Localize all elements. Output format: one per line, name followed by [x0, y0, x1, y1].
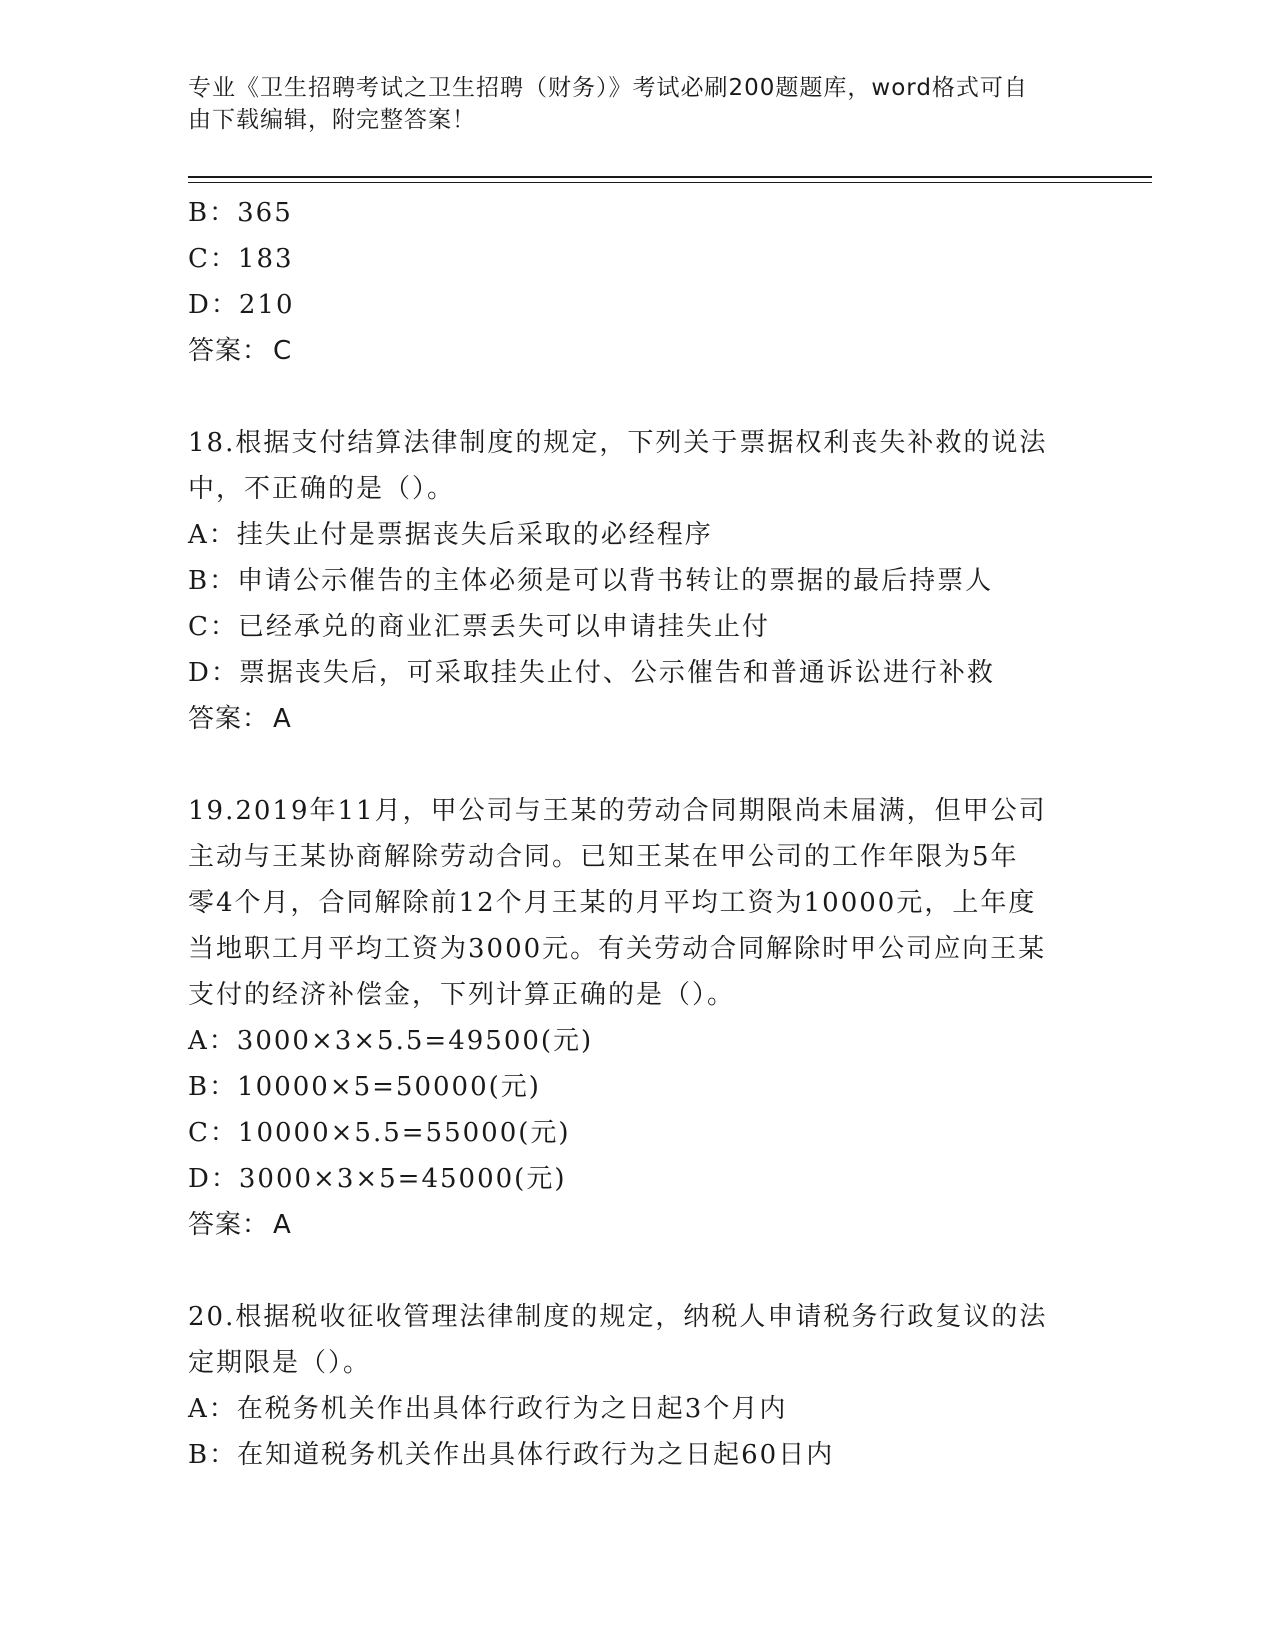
- option-label: B：: [188, 566, 238, 596]
- answer-line: [188, 328, 1088, 374]
- option-text: 挂失止付是票据丧失后采取的必经程序: [236, 520, 713, 550]
- header-rule-thin: [188, 182, 1152, 183]
- option-label: D：: [188, 1164, 239, 1194]
- option-text: 在税务机关作出具体行政行为之日起3个月内: [236, 1394, 788, 1424]
- option-d: [188, 1156, 1088, 1202]
- option-label: A：: [188, 520, 237, 550]
- option-b: [188, 1432, 1088, 1478]
- answer-label: 答案：: [188, 704, 270, 734]
- option-label: B：: [188, 1440, 238, 1470]
- question-17: [188, 190, 1088, 374]
- header-line-2: 由下载编辑，附完整答案！: [188, 107, 476, 133]
- question-20: [188, 1294, 1088, 1478]
- option-text: 申请公示催告的主体必须是可以背书转让的票据的最后持票人: [237, 566, 994, 596]
- option-a: [188, 1386, 1088, 1432]
- answer-label: 答案：: [188, 336, 270, 366]
- document-header: [188, 72, 1068, 136]
- option-a: [188, 512, 1088, 558]
- option-label: D：: [188, 658, 239, 688]
- question-stem-line: 20.根据税收征收管理法律制度的规定，纳税人申请税务行政复议的法: [188, 1302, 1048, 1332]
- option-c: [188, 1110, 1088, 1156]
- option-b: [188, 1064, 1088, 1110]
- option-a: [188, 1018, 1088, 1064]
- answer-value: A: [273, 1210, 292, 1240]
- option-label: B：: [188, 1072, 238, 1102]
- question-stem-line: 定期限是（）。: [188, 1348, 372, 1378]
- option-label: B：: [188, 198, 238, 228]
- option-text: 在知道税务机关作出具体行政行为之日起60日内: [237, 1440, 835, 1470]
- option-d: [188, 282, 1088, 328]
- option-text: 票据丧失后，可采取挂失止付、公示催告和普通诉讼进行补救: [238, 658, 995, 688]
- option-text: 10000×5=50000(元): [237, 1072, 541, 1102]
- option-text: 10000×5.5=55000(元): [237, 1118, 571, 1148]
- question-stem-line: 支付的经济补偿金，下列计算正确的是（）。: [188, 980, 736, 1010]
- spacer: [188, 374, 1088, 420]
- question-stem-line: 19.2019年11月，甲公司与王某的劳动合同期限尚未届满，但甲公司: [188, 796, 1047, 826]
- option-text: 已经承兑的商业汇票丢失可以申请挂失止付: [237, 612, 770, 642]
- option-text: 365: [237, 198, 293, 228]
- question-stem-line: 中，不正确的是（）。: [188, 474, 456, 504]
- header-rule-thick: [188, 176, 1152, 178]
- question-stem-line: 当地职工月平均工资为3000元。有关劳动合同解除时甲公司应向王某: [188, 934, 1047, 964]
- option-b: [188, 558, 1088, 604]
- option-text: 3000×3×5.5=49500(元): [236, 1026, 594, 1056]
- question-stem-line: 18.根据支付结算法律制度的规定，下列关于票据权利丧失补救的说法: [188, 428, 1048, 458]
- option-text: 210: [238, 290, 295, 320]
- option-label: D：: [188, 290, 239, 320]
- spacer: [188, 742, 1088, 788]
- option-label: A：: [188, 1394, 237, 1424]
- answer-value: C: [273, 336, 293, 366]
- option-label: A：: [188, 1026, 237, 1056]
- option-b: [188, 190, 1088, 236]
- option-label: C：: [188, 612, 238, 642]
- answer-line: [188, 696, 1088, 742]
- answer-value: A: [273, 704, 292, 734]
- answer-label: 答案：: [188, 1210, 270, 1240]
- option-c: [188, 604, 1088, 650]
- spacer: [188, 1248, 1088, 1294]
- option-d: [188, 650, 1088, 696]
- question-19: [188, 788, 1088, 1248]
- option-label: C：: [188, 1118, 238, 1148]
- answer-line: [188, 1202, 1088, 1248]
- header-line-1: 专业《卫生招聘考试之卫生招聘（财务）》考试必刷200题题库，word格式可自: [188, 75, 1028, 101]
- question-list: [188, 190, 1088, 1478]
- option-text: 183: [237, 244, 294, 274]
- question-stem-line: 主动与王某协商解除劳动合同。已知王某在甲公司的工作年限为5年: [188, 842, 1019, 872]
- option-c: [188, 236, 1088, 282]
- question-stem-line: 零4个月，合同解除前12个月王某的月平均工资为10000元，上年度: [188, 888, 1037, 918]
- option-text: 3000×3×5=45000(元): [238, 1164, 567, 1194]
- option-label: C：: [188, 244, 238, 274]
- question-18: [188, 420, 1088, 742]
